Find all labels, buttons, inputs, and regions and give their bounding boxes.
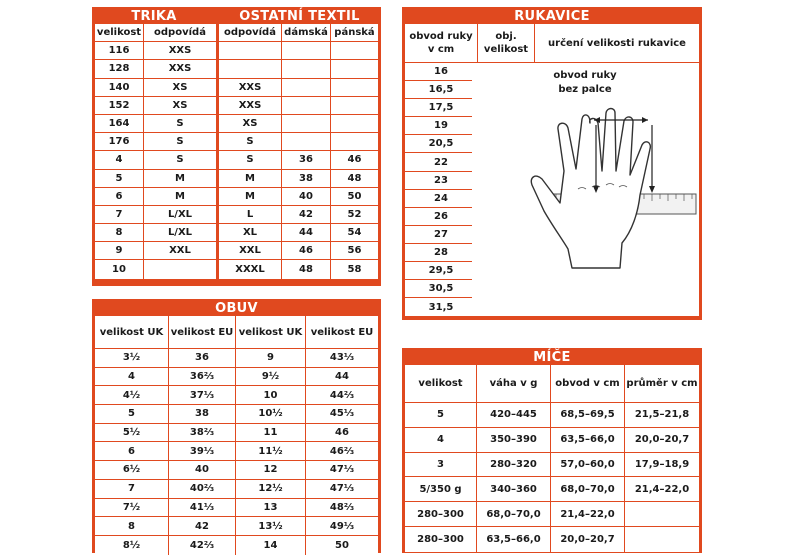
ostatni-textil-table-cell: 52 [331, 206, 378, 224]
trika-table-row [95, 42, 216, 60]
mice-table-row [405, 502, 699, 527]
mice-table-cell: 21,5–21,8 [625, 403, 699, 428]
obuv-table-row [95, 349, 378, 368]
rukavice-cell: 31,5 [405, 298, 478, 316]
trika-table-row [95, 133, 216, 151]
trika-table-cell: S [144, 115, 216, 133]
mice-table-cell: 57,0–60,0 [551, 453, 625, 478]
obuv-table-cell: 12 [236, 461, 306, 480]
obuv-table-cell: 6½ [95, 461, 169, 480]
trika-table-cell: 5 [95, 170, 144, 188]
mice-header-prumer: průměr v cm [625, 365, 699, 403]
trika-table-cell: 176 [95, 133, 144, 151]
ostatni-textil-table-cell [331, 60, 378, 78]
obuv-table-cell: 9½ [236, 368, 306, 387]
trika-table-cell: L/XL [144, 206, 216, 224]
mice-table-cell: 68,0–70,0 [551, 477, 625, 502]
trika-table-row [95, 224, 216, 242]
mice-table-cell: 63,5–66,0 [551, 428, 625, 453]
obuv-header-eu-2: velikost EU [306, 316, 378, 349]
ostatni-textil-table-cell: XXL [219, 242, 282, 260]
rukavice-header-obvod: obvod ruky v cm [405, 24, 478, 63]
obuv-table-cell: 42 [169, 517, 236, 536]
ostatni-textil-table-row [219, 97, 378, 115]
ostatni-textil-table-cell: S [219, 133, 282, 151]
mice-table-cell: 21,4–22,0 [551, 502, 625, 527]
obuv-table-cell: 40⅔ [169, 480, 236, 499]
rukavice-cell: 16 [405, 63, 478, 81]
trika-table-row [95, 242, 216, 260]
obuv-table-row [95, 424, 378, 443]
trika-table-header-cell: odpovídá [144, 24, 216, 42]
mice-table-cell: 280–300 [405, 527, 477, 552]
obuv-table-cell: 47⅓ [306, 480, 378, 499]
ostatni-textil-table-cell: 46 [282, 242, 331, 260]
trika-table-cell: 4 [95, 151, 144, 169]
ostatni-textil-table-row [219, 260, 378, 278]
ostatni-textil-table-cell: XXXL [219, 260, 282, 278]
obuv-table-cell: 14 [236, 536, 306, 555]
ostatni-textil-table-row [219, 224, 378, 242]
trika-table-cell: 10 [95, 260, 144, 278]
ostatni-textil-table-cell: XXS [219, 97, 282, 115]
mice-table-cell: 5 [405, 403, 477, 428]
mice-table-row [405, 403, 699, 428]
mice-header-vaha: váha v g [477, 365, 551, 403]
ostatni-textil-table-cell [282, 97, 331, 115]
rukavice-cell: 30,5 [405, 280, 478, 298]
mice-table-cell: 63,5–66,0 [477, 527, 551, 552]
ostatni-textil-table [219, 24, 378, 279]
ostatni-textil-table-cell: XS [219, 115, 282, 133]
rukavice-cell: 26 [405, 208, 478, 226]
ostatni-textil-table-cell: 54 [331, 224, 378, 242]
ostatni-textil-table-row [219, 115, 378, 133]
obuv-table-cell: 40 [169, 461, 236, 480]
trika-table-row [95, 260, 216, 278]
mice-table-cell: 420–445 [477, 403, 551, 428]
obuv-table-cell: 41⅓ [169, 499, 236, 518]
obuv-table-cell: 5 [95, 405, 169, 424]
obuv-table-cell: 47⅓ [306, 461, 378, 480]
obuv-table-cell: 49⅓ [306, 517, 378, 536]
obuv-table-cell: 5½ [95, 424, 169, 443]
ostatni-textil-table-cell: S [219, 151, 282, 169]
mice-table-cell: 4 [405, 428, 477, 453]
rukavice-cell: 23 [405, 172, 478, 190]
obuv-table-cell: 11 [236, 424, 306, 443]
obuv-table-cell: 46⅔ [306, 442, 378, 461]
mice-table-cell: 68,5–69,5 [551, 403, 625, 428]
trika-table-header-row [95, 24, 216, 42]
rukavice-cell: 17,5 [405, 99, 478, 117]
trika-table-cell: M [144, 170, 216, 188]
trika-table-row [95, 170, 216, 188]
hand-measure-illustration-icon [472, 63, 698, 316]
mice-table-cell: 3 [405, 453, 477, 478]
trika-table-cell: L/XL [144, 224, 216, 242]
mice-table-cell: 340–360 [477, 477, 551, 502]
obuv-header-uk-2: velikost UK [236, 316, 306, 349]
ostatni-textil-table-cell: 48 [331, 170, 378, 188]
trika-table-cell: 152 [95, 97, 144, 115]
ostatni-textil-table-cell: 48 [282, 260, 331, 278]
obuv-table-cell: 13½ [236, 517, 306, 536]
obuv-table-cell: 48⅔ [306, 499, 378, 518]
mice-table-row [405, 428, 699, 453]
mice-title: MÍČE [533, 350, 571, 365]
obuv-table-cell: 44 [306, 368, 378, 387]
ostatni-textil-table-row [219, 170, 378, 188]
obuv-table-cell: 9 [236, 349, 306, 368]
obuv-table-row [95, 536, 378, 555]
trika-table-cell: XXS [144, 60, 216, 78]
mice-table-cell: 17,9–18,9 [625, 453, 699, 478]
ostatni-textil-table-cell [219, 42, 282, 60]
trika-table-cell: M [144, 188, 216, 206]
obuv-header-eu-1: velikost EU [169, 316, 236, 349]
obuv-table-cell: 11½ [236, 442, 306, 461]
rukavice-cell: 28 [405, 244, 478, 262]
trika-table-cell: 140 [95, 79, 144, 97]
obuv-table-cell: 37⅓ [169, 386, 236, 405]
rukavice-cell: 19 [405, 117, 478, 135]
trika-table-cell: S [144, 133, 216, 151]
obuv-table-row [95, 517, 378, 536]
obuv-table-row [95, 405, 378, 424]
ostatni-textil-table-cell: L [219, 206, 282, 224]
ostatni-textil-title: OSTATNÍ TEXTIL [239, 9, 360, 24]
ostatni-textil-table-cell [331, 115, 378, 133]
rukavice-header-velikost: obj. velikost [478, 24, 535, 63]
obuv-table-cell: 10½ [236, 405, 306, 424]
rukavice-cell: 22 [405, 153, 478, 171]
obuv-table-cell: 43⅓ [306, 349, 378, 368]
obuv-table-row [95, 499, 378, 518]
ostatni-textil-table-cell: 44 [282, 224, 331, 242]
obuv-header-uk-1: velikost UK [95, 316, 169, 349]
obuv-table-cell: 38⅔ [169, 424, 236, 443]
ostatni-textil-table-cell: 42 [282, 206, 331, 224]
obuv-table-cell: 3½ [95, 349, 169, 368]
ostatni-textil-table-header-cell: odpovídá [219, 24, 282, 42]
mice-header-velikost: velikost [405, 365, 477, 403]
rukavice-cell: 29,5 [405, 262, 478, 280]
ostatni-textil-table-row [219, 206, 378, 224]
trika-table-header-cell: velikost [95, 24, 144, 42]
rukavice-header-urceni: určení velikosti rukavice [535, 24, 699, 63]
obuv-table-cell: 7 [95, 480, 169, 499]
ostatni-textil-table-header-row [219, 24, 378, 42]
obuv-table-cell: 38 [169, 405, 236, 424]
trika-table-cell: 128 [95, 60, 144, 78]
obuv-table-cell: 7½ [95, 499, 169, 518]
ostatni-textil-table-row [219, 188, 378, 206]
mice-table-cell: 20,0–20,7 [551, 527, 625, 552]
ostatni-textil-table-header-cell: pánská [331, 24, 378, 42]
mice-table-row [405, 527, 699, 552]
mice-table-cell: 280–300 [405, 502, 477, 527]
obuv-table-cell: 45⅓ [306, 405, 378, 424]
ostatni-textil-table-cell [331, 79, 378, 97]
trika-table-cell: S [144, 151, 216, 169]
trika-table-cell: XXS [144, 42, 216, 60]
obuv-table-cell: 13 [236, 499, 306, 518]
obuv-table-cell: 6 [95, 442, 169, 461]
mice-table-cell: 20,0–20,7 [625, 428, 699, 453]
obuv-table-row [95, 480, 378, 499]
ostatni-textil-table-cell: XL [219, 224, 282, 242]
trika-table-row [95, 97, 216, 115]
obuv-table-cell: 46 [306, 424, 378, 443]
ostatni-textil-table-row [219, 79, 378, 97]
obuv-table-row [95, 386, 378, 405]
ostatni-textil-table-cell: XXS [219, 79, 282, 97]
mice-table-cell: 280–320 [477, 453, 551, 478]
ostatni-textil-table-cell: 56 [331, 242, 378, 260]
ostatni-textil-table-cell: 46 [331, 151, 378, 169]
obuv-table-row [95, 461, 378, 480]
ostatni-textil-table-cell [282, 133, 331, 151]
trika-table-cell: 8 [95, 224, 144, 242]
mice-table-row [405, 453, 699, 478]
ostatni-textil-table-row [219, 42, 378, 60]
trika-table-row [95, 115, 216, 133]
mice-table [405, 365, 699, 552]
obuv-table-cell: 50 [335, 539, 349, 551]
mice-table-cell: 350–390 [477, 428, 551, 453]
trika-table-cell: XS [144, 79, 216, 97]
obuv-table-cell: 36 [169, 349, 236, 368]
obuv-table-cell: 4½ [95, 386, 169, 405]
trika-table-cell: 9 [95, 242, 144, 260]
mice-table-cell [625, 527, 699, 552]
mice-table-cell: 68,0–70,0 [477, 502, 551, 527]
ostatni-textil-table-cell: 40 [282, 188, 331, 206]
obuv-table-cell: 39⅓ [169, 442, 236, 461]
trika-table [95, 24, 216, 279]
mice-table-cell: 5/350 g [405, 477, 477, 502]
rukavice-cell: 27 [405, 226, 478, 244]
ostatni-textil-table-cell: M [219, 188, 282, 206]
rukavice-title: RUKAVICE [514, 9, 590, 24]
obuv-table [95, 316, 378, 555]
trika-table-row [95, 60, 216, 78]
obuv-table-cell: 8 [95, 517, 169, 536]
obuv-table-cell: 36⅔ [169, 368, 236, 387]
ostatni-textil-table-cell: M [219, 170, 282, 188]
obuv-table-cell: 10 [236, 386, 306, 405]
trika-table-cell: 7 [95, 206, 144, 224]
ostatni-textil-table-cell [282, 79, 331, 97]
ostatni-textil-table-cell: 50 [331, 188, 378, 206]
ostatni-textil-table-row [219, 151, 378, 169]
glove-measure-label: obvod ruky bez palce [553, 70, 617, 95]
trika-table-cell: XS [144, 97, 216, 115]
trika-table-cell [144, 260, 216, 278]
mice-header-obvod: obvod v cm [551, 365, 625, 403]
mice-table-cell: 21,4–22,0 [625, 477, 699, 502]
trika-table-cell: XXL [144, 242, 216, 260]
ostatni-textil-table-cell: 58 [347, 264, 362, 276]
obuv-table-cell: 44⅔ [306, 386, 378, 405]
ostatni-textil-table-cell [331, 133, 378, 151]
ostatni-textil-table-cell: 38 [282, 170, 331, 188]
trika-table-cell: 164 [95, 115, 144, 133]
trika-table-cell: 6 [95, 188, 144, 206]
ostatni-textil-table-cell [282, 42, 331, 60]
ostatni-textil-table-row [219, 242, 378, 260]
rukavice-cell: 24 [405, 190, 478, 208]
ostatni-textil-table-row [219, 60, 378, 78]
trika-table-row [95, 188, 216, 206]
trika-table-row [95, 206, 216, 224]
obuv-title: OBUV [215, 301, 258, 316]
mice-table-cell [625, 502, 699, 527]
obuv-table-row [95, 442, 378, 461]
mice-table-row [405, 477, 699, 502]
obuv-table-cell: 42⅔ [169, 536, 236, 555]
ostatni-textil-table-header-cell: dámská [282, 24, 331, 42]
obuv-table-cell: 4 [95, 368, 169, 387]
ostatni-textil-table-cell [331, 97, 378, 115]
obuv-table-row [95, 368, 378, 387]
ostatni-textil-table-cell [219, 60, 282, 78]
ostatni-textil-table-cell [331, 42, 378, 60]
trika-table-cell: 116 [95, 42, 144, 60]
ostatni-textil-table-cell [282, 60, 331, 78]
trika-table-row [95, 79, 216, 97]
obuv-table-cell: 12½ [236, 480, 306, 499]
obuv-table-cell: 8½ [95, 536, 169, 555]
trika-title: TRIKA [131, 9, 177, 24]
rukavice-cell: 20,5 [405, 135, 478, 153]
ostatni-textil-table-row [219, 133, 378, 151]
glove-measure-area [472, 63, 698, 316]
trika-table-row [95, 151, 216, 169]
rukavice-cell: 16,5 [405, 81, 478, 99]
ostatni-textil-table-cell: 36 [282, 151, 331, 169]
ostatni-textil-table-cell [282, 115, 331, 133]
